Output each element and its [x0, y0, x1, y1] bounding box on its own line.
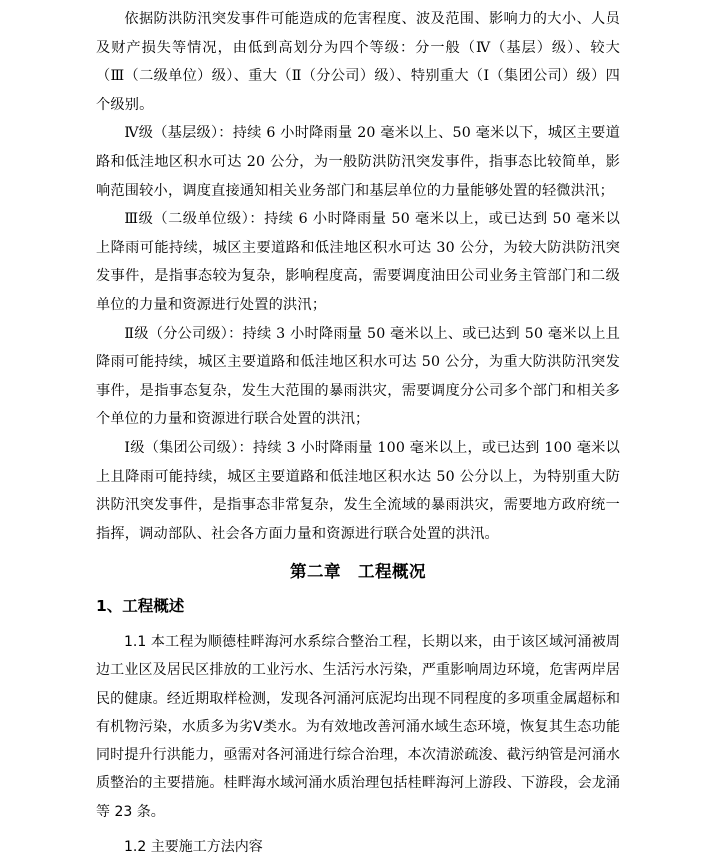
paragraph-level-4: Ⅳ级（基层级）：持续 6 小时降雨量 20 毫米以上、50 毫米以下，城区主要道路和低洼地区积水可达 20 公分，为一般防洪防汛突发事件，指事态比较简单，影响范围较小，调度直接通知相关业务部门和基层单位的力量能够处置的轻微洪汛；: [96, 125, 620, 199]
section-title: 1、工程概述: [96, 597, 185, 616]
section-paragraph: 1.1 本工程为顺德桂畔海河水系综合整治工程，长期以来，由于该区域河涌被周边工业区及居民区排放的工业污水、生活污水污染，严重影响周边环境，危害两岸居民的健康。经近期取样检测，发现各河涌河底泥均出现不同程度的多项重金属超标和有机物污染，水质多为劣Ⅴ类水。为有效地改善河涌水域生态环境，恢复其生态功能同时提升行洪能力，亟需对各河涌进行综合治理，本次清淤疏浚、截污纳管是河涌水质整治的主要措施。桂畔海水域河涌水质治理包括桂畔海河上游段、下游段，会龙涌等 23 条。: [96, 634, 620, 820]
paragraph-level-3: Ⅲ级（二级单位级）：持续 6 小时降雨量 50 毫米以上，或已达到 50 毫米以上降雨可能持续，城区主要道路和低洼地区积水可达 30 公分，为较大防洪防汛突发事件，是指事态较为复杂，影响程度高，需要调度油田公司业务主管部门和二级单位的力量和资源进行处置的洪汛；: [96, 211, 620, 313]
subsection-title: 1.2 主要施工方法内容: [124, 838, 263, 855]
paragraph-level-1: Ⅰ级（集团公司级）：持续 3 小时降雨量 100 毫米以上，或已达到 100 毫米以上且降雨可能持续，城区主要道路和低洼地区积水达 50 公分以上，为特别重大防洪防汛突发事件，是指事态非常复杂，发生全流域的暴雨洪灾，需要地方政府统一指挥，调动部队、社会各方面力量和资源进行联合处置的洪汛。: [96, 439, 620, 542]
paragraph-level-2: Ⅱ级（分公司级）：持续 3 小时降雨量 50 毫米以上、或已达到 50 毫米以上且降雨可能持续，城区主要道路和低洼地区积水可达 50 公分，为重大防洪防汛突发事件，是指事态复杂，发生大范围的暴雨洪灾，需要调度分公司多个部门和相关多个单位的力量和资源进行联合处置的洪汛；: [96, 325, 620, 428]
paragraph-intro: 依据防洪防汛突发事件可能造成的危害程度、波及范围、影响力的大小、人员及财产损失等情况，由低到高划分为四个等级：分一般（Ⅳ（基层）级）、较大（Ⅲ（二级单位）级）、重大（Ⅱ（分公司）级）、特别重大（Ⅰ（集团公司）级）四个级别。: [96, 11, 620, 113]
chapter-title: 第二章 工程概况: [290, 562, 426, 582]
